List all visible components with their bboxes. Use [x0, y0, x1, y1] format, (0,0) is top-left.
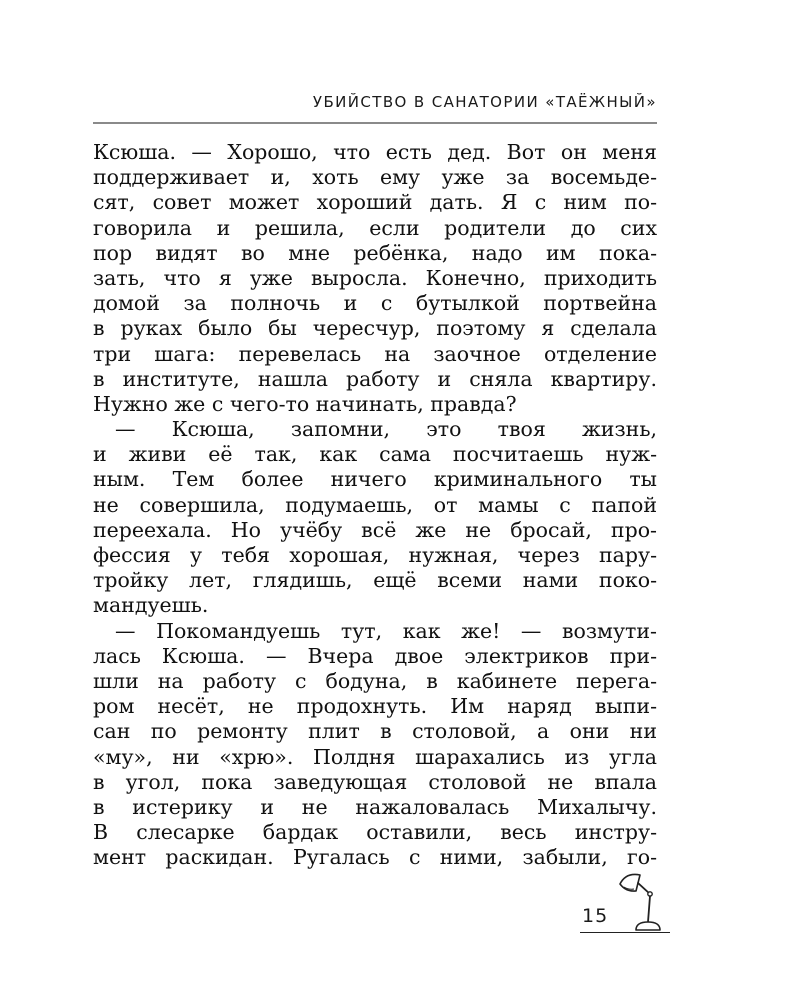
text-line: шли на работу с бодуна, в кабинете перега-: [93, 668, 657, 693]
text-line: зать, что я уже выросла. Конечно, приходить: [93, 265, 657, 290]
text-line: лась Ксюша. — Вчера двое электриков при-: [93, 643, 657, 668]
page-number: 15: [582, 905, 609, 927]
footer-rule: [580, 932, 670, 933]
text-line: — Ксюша, запомни, это твоя жизнь,: [115, 417, 657, 442]
running-head: УБИЙСТВО В САНАТОРИИ «ТАЁЖНЫЙ»: [312, 93, 657, 111]
text-line: говорила и решила, если родители до сих: [93, 215, 657, 240]
text-line: в институте, нашла работу и сняла квартиру.: [93, 366, 657, 391]
text-line: мандуешь.: [93, 593, 209, 618]
text-line: в руках было бы чересчур, поэтому я сделала: [93, 316, 657, 341]
text-line: ром несёт, не продохнуть. Им наряд выпи-: [93, 694, 657, 719]
text-line: тройку лет, глядишь, ещё всеми нами поко-: [93, 568, 657, 593]
text-line: сан по ремонту плит в столовой, а они ни: [93, 719, 657, 744]
text-line: Нужно же с чего-то начинать, правда?: [93, 391, 517, 416]
text-line: в угол, пока заведующая столовой не впала: [93, 769, 657, 794]
text-line: сят, совет может хороший дать. Я с ним по-: [93, 190, 657, 215]
text-line: «му», ни «хрю». Полдня шарахались из угла: [93, 744, 657, 769]
text-line: переехала. Но учёбу всё же не бросай, про-: [93, 517, 657, 542]
body-text: [93, 140, 657, 870]
text-line: не совершила, подумаешь, от мамы с папой: [93, 492, 657, 517]
text-line: и живи её так, как сама посчитаешь нуж-: [93, 442, 657, 467]
text-line: поддерживает и, хоть ему уже за восемьде-: [93, 165, 657, 190]
text-line: пор видят во мне ребёнка, надо им пока-: [93, 240, 657, 265]
text-line: В слесарке бардак оставили, весь инстру-: [93, 820, 657, 845]
text-line: Ксюша. — Хорошо, что есть дед. Вот он меня: [93, 140, 657, 164]
text-line: мент раскидан. Ругалась с ними, забыли, го-: [93, 845, 657, 870]
text-line: ным. Тем более ничего криминального ты: [93, 467, 657, 492]
desk-lamp-icon: [612, 870, 672, 936]
text-line: три шага: перевелась на заочное отделение: [93, 341, 657, 366]
text-line: фессия у тебя хорошая, нужная, через пару-: [93, 543, 657, 567]
text-line: в истерику и не нажаловалась Михалычу.: [93, 794, 657, 819]
text-line: домой за полночь и с бутылкой портвейна: [93, 291, 657, 316]
header-rule: [93, 122, 657, 124]
text-line: — Покомандуешь тут, как же! — возмути-: [115, 618, 657, 643]
